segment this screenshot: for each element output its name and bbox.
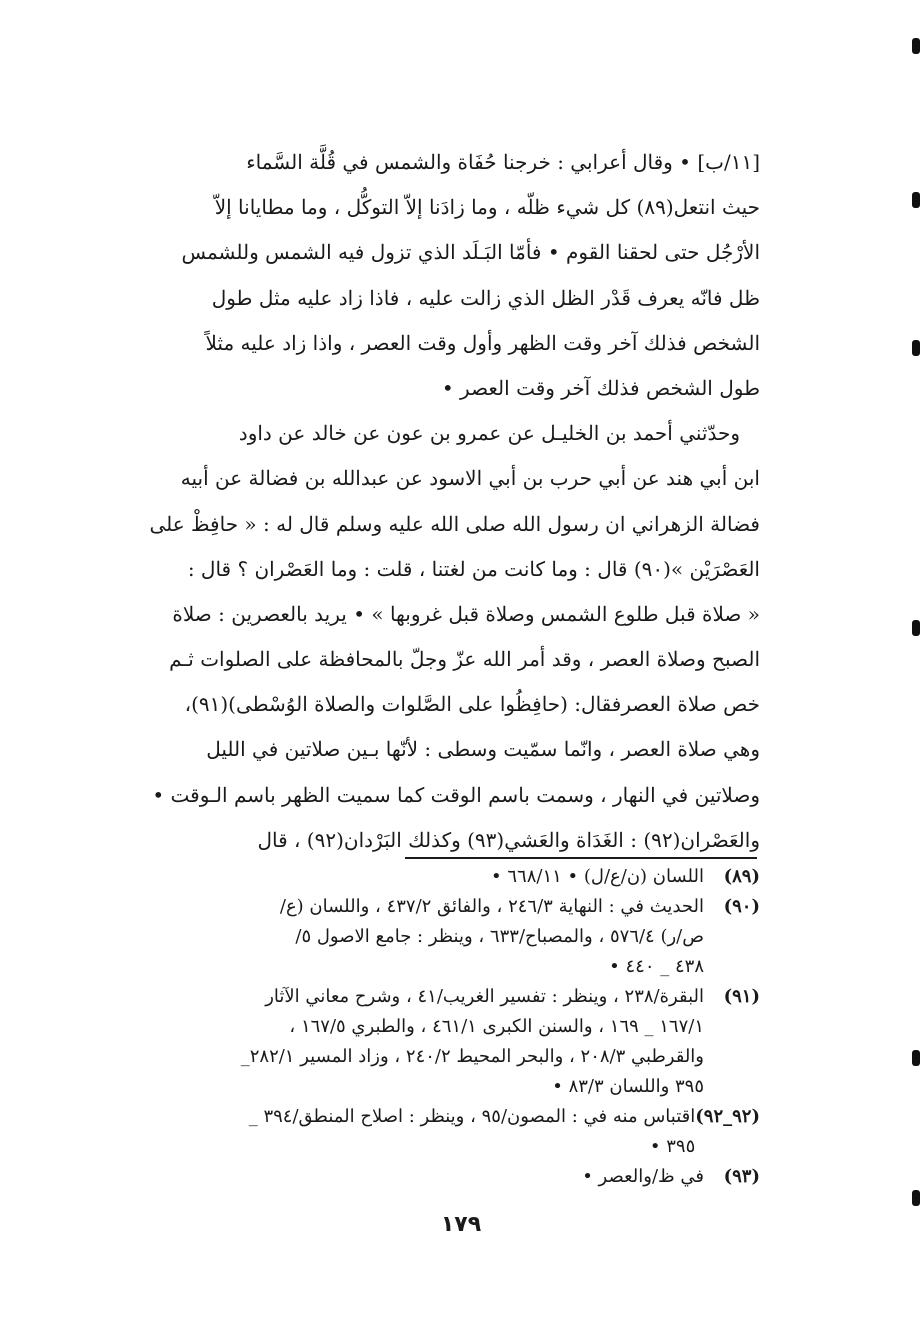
- text-line: وصلاتين في النهار ، وسمت باسم الوقت كما سميت الظهر باسم الـوقت •: [152, 782, 760, 807]
- footnote: [100, 892, 760, 982]
- text-line: خص صلاة العصرفقال: (حافِظُوا على الصَّلوات والصلاة الوُسْطى)(٩١)،: [184, 692, 760, 717]
- footnote-line: ٣٩٥ واللسان ٨٣/٣ •: [552, 1076, 704, 1097]
- footnote-line: في ظ/والعصر •: [582, 1166, 704, 1187]
- text-line: وحدّثني أحمد بن الخليـل عن عمرو بن عون عن خالد عن داود: [238, 421, 740, 446]
- footnote-line: ٤٣٨ _ ٤٤٠ •: [609, 956, 704, 977]
- text-line: طول الشخص فذلك آخر وقت العصر •: [441, 375, 760, 400]
- footnote-text: [100, 982, 704, 1102]
- text-line: [١١/ب] • وقال أعرابي : خرجنا حُفَاة والشمس في قُلَّة السَّماء: [246, 150, 760, 174]
- scan-edge-mark: [912, 192, 920, 208]
- footnote-line: اقتباس منه في : المصون/٩٥ ، وينظر : اصلاح المنطق/٣٩٤ _: [248, 1106, 696, 1127]
- text-line: حيث انتعل(٨٩) كل شيء ظلّه ، وما زادَنا إلاّ التوكُّل ، وما مطايانا إلاّ: [214, 195, 760, 220]
- footnote-number: (٩٠): [723, 896, 760, 917]
- scan-edge-mark: [912, 340, 920, 356]
- text-line: ابن أبي هند عن أبي حرب بن أبي الاسود عن عبدالله بن فضالة عن أبيه: [180, 466, 760, 491]
- text-line: « صلاة قبل طلوع الشمس وصلاة قبل غروبها » • يريد بالعصرين : صلاة: [172, 601, 760, 626]
- footnote-text: [100, 1102, 695, 1162]
- text-line: والعَصْران(٩٢) : الغَدَاة والعَشي(٩٣) وكذلك البَرْدان(٩٢) ، قال: [257, 827, 760, 852]
- footnote-number: (٩٢_٩٢): [695, 1106, 760, 1127]
- text-line: وهي صلاة العصر ، وانّما سمّيت وسطى : لأنّها بـين صلاتين في الليل: [206, 737, 760, 762]
- footnote-separator: [405, 857, 757, 859]
- footnotes-block: [100, 862, 760, 1192]
- footnote-line: البقرة/٢٣٨ ، وينظر : تفسير الغريب/٤١ ، وشرح معاني الآثار: [265, 986, 704, 1007]
- footnote-text: [100, 862, 704, 892]
- footnote: [100, 1162, 760, 1192]
- footnote-text: [100, 1162, 704, 1192]
- scan-edge-mark: [912, 1050, 920, 1066]
- page-number: ١٧٩: [440, 1212, 482, 1237]
- footnote-number: (٨٩): [723, 866, 760, 887]
- footnote: [100, 1102, 760, 1162]
- footnote-number: (٩٣): [723, 1166, 760, 1187]
- text-line: الأرْجُل حتى لحقنا القوم • فأمّا البَـلَد الذي تزول فيه الشمس وللشمس: [181, 240, 760, 265]
- main-text-block: [100, 140, 760, 863]
- footnote-line: اللسان (ن/ع/ل) • ٦٦٨/١١ •: [491, 866, 704, 887]
- text-line: الصبح وصلاة العصر ، وقد أمر الله عزّ وجلّ بالمحافظة على الصلوات ثـم: [169, 647, 760, 672]
- footnote-line: والقرطبي ٢٠٨/٣ ، والبحر المحيط ٢٤٠/٢ ، وزاد المسير ٢٨٢/١_: [240, 1046, 704, 1067]
- text-line: فضالة الزهراني ان رسول الله صلى الله عليه وسلم قال له : « حافِظْ على: [149, 511, 760, 536]
- text-line: ظل فانّه يعرف قَدْر الظل الذي زالت عليه ، فاذا زاد عليه مثل طول: [211, 285, 760, 310]
- footnote: [100, 982, 760, 1102]
- text-line: الشخص فذلك آخر وقت الظهر وأول وقت العصر ، واذا زاد عليه مثلاً: [205, 330, 760, 355]
- footnote-line: ٣٩٥ •: [649, 1136, 696, 1157]
- scan-edge-mark: [912, 620, 920, 636]
- scan-edge-mark: [912, 1190, 920, 1206]
- footnote-line: الحديث في : النهاية ٢٤٦/٣ ، والفائق ٤٣٧/٢ ، واللسان (ع/: [279, 896, 704, 917]
- footnote-line: ١٦٧/١ _ ١٦٩ ، والسنن الكبرى ٤٦١/١ ، والطبري ١٦٧/٥ ،: [289, 1016, 704, 1037]
- footnote-number: (٩١): [723, 986, 760, 1007]
- footnote: [100, 862, 760, 892]
- text-line: العَصْرَيْن »(٩٠) قال : وما كانت من لغتنا ، قلت : وما العَصْران ؟ قال :: [187, 556, 760, 581]
- footnote-text: [100, 892, 704, 982]
- footnote-line: ص/ر) ٥٧٦/٤ ، والمصباح/٦٣٣ ، وينظر : جامع الاصول ٥/: [295, 926, 704, 947]
- scan-edge-mark: [912, 38, 920, 54]
